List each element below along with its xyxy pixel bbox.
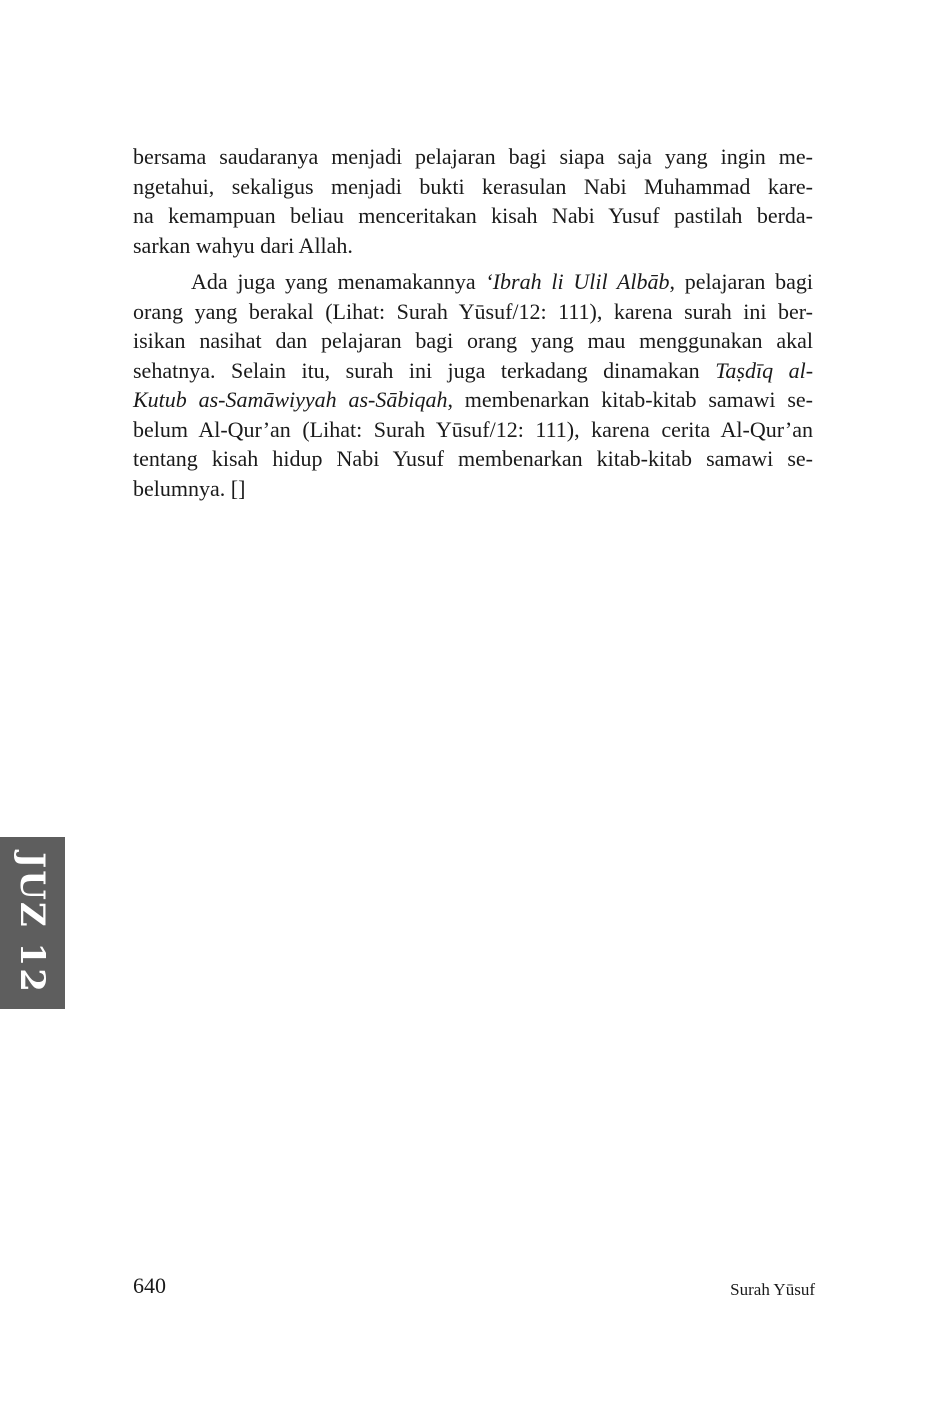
paragraph-line: orang yang berakal (Lihat: Surah Yūsuf/12: 111), karena surah ini ber- bbox=[133, 298, 813, 324]
paragraph-2 bbox=[133, 267, 813, 503]
text-run: Ada juga yang menamakannya bbox=[191, 269, 486, 294]
paragraph-line: na kemampuan beliau menceritakan kisah Nabi Yusuf pastilah berda- bbox=[133, 203, 813, 228]
text-run: , membenarkan kitab-kitab samawi se- bbox=[447, 387, 813, 412]
paragraph-line bbox=[133, 356, 813, 386]
paragraph-line bbox=[133, 385, 813, 415]
text-run: , pelajaran bagi bbox=[669, 269, 813, 294]
italic-term: ‘Ibrah li Ulil Albāb bbox=[485, 269, 670, 294]
italic-term: Taṣdīq al- bbox=[715, 357, 814, 383]
paragraph-1 bbox=[133, 142, 813, 260]
page-number: 640 bbox=[133, 1273, 166, 1298]
paragraph-line: ngetahui, sekaligus menjadi bukti kerasulan Nabi Muhammad kare- bbox=[133, 173, 813, 199]
paragraph-spacer bbox=[133, 260, 813, 267]
running-title: Surah Yūsuf bbox=[730, 1280, 815, 1299]
paragraph-line: isikan nasihat dan pelajaran bagi orang yang mau menggunakan akal bbox=[133, 328, 813, 353]
body-text bbox=[133, 142, 813, 503]
paragraph-line bbox=[133, 267, 813, 297]
paragraph-line: bersama saudaranya menjadi pelajaran bagi siapa saja yang ingin me- bbox=[133, 144, 813, 169]
italic-term: Kutub as-Samāwiyyah as-Sābiqah bbox=[133, 387, 448, 412]
juz-label: JUZ 12 bbox=[12, 852, 52, 994]
paragraph-line: belum Al-Qur’an (Lihat: Surah Yūsuf/12: 111), karena cerita Al-Qur’an bbox=[133, 416, 813, 442]
paragraph-line: tentang kisah hidup Nabi Yusuf membenarkan kitab-kitab samawi se- bbox=[133, 446, 813, 471]
text-run: sehatnya. Selain itu, surah ini juga terkadang dinamakan bbox=[133, 357, 716, 383]
paragraph-line: sarkan wahyu dari Allah. bbox=[133, 232, 353, 258]
juz-side-tab bbox=[0, 837, 65, 1009]
paragraph-line: belumnya. [] bbox=[133, 475, 246, 501]
